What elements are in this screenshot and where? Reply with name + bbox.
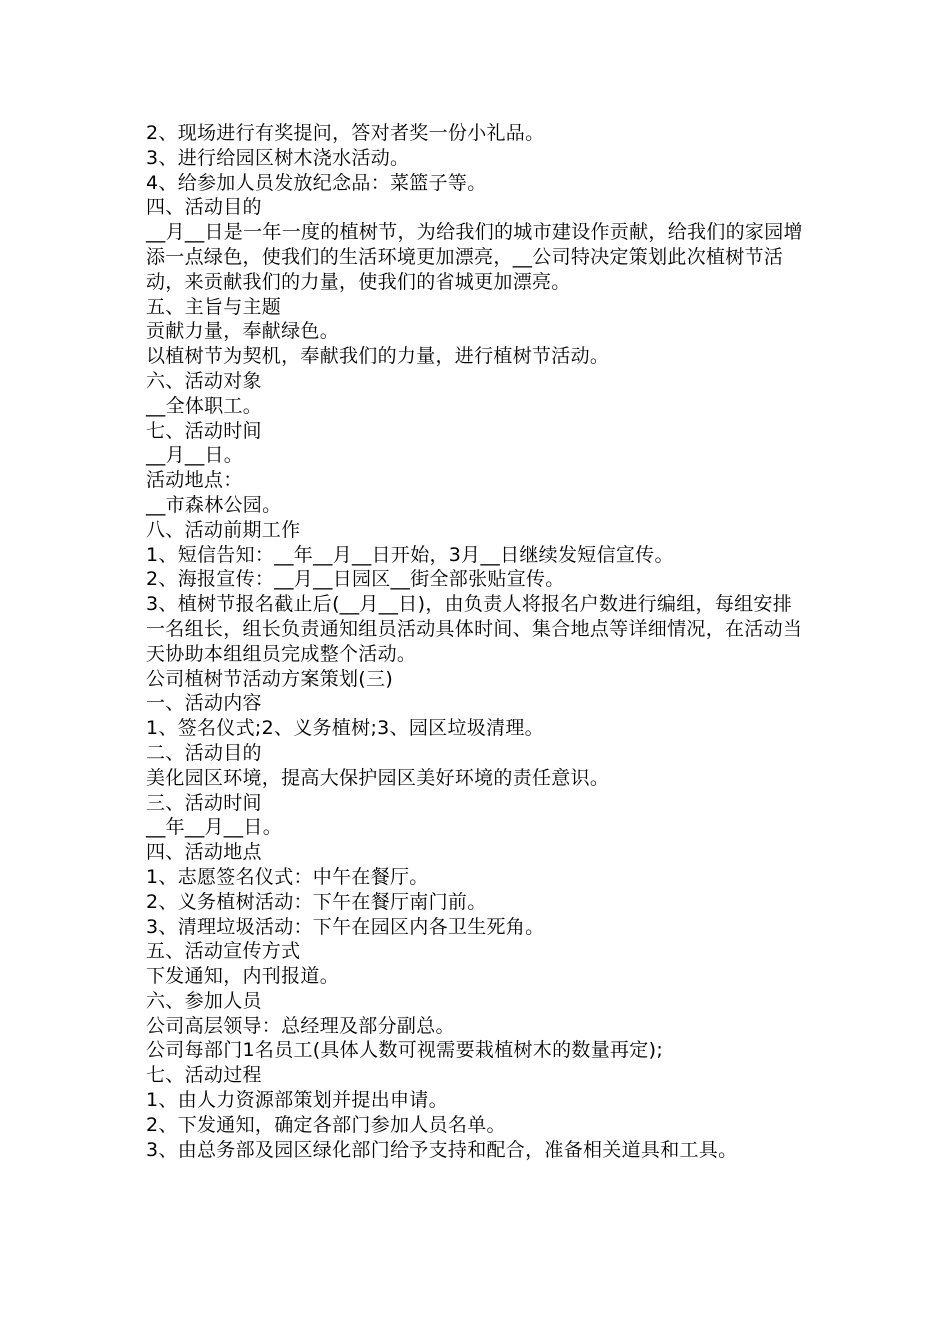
paragraph: 公司每部门1名员工(具体人数可视需要栽植树木的数量再定); [146,1039,664,1062]
list-item: 2、下发通知，确定各部门参加人员名单。 [146,1113,506,1136]
paragraph: __市森林公园。 [146,493,282,516]
section-heading: 二、活动目的 [146,741,262,764]
list-item: 3、由总务部及园区绿化部门给予支持和配合，准备相关道具和工具。 [146,1138,738,1161]
list-item: 3、清理垃圾活动：下午在园区内各卫生死角。 [146,915,545,938]
paragraph: __月__日。 [146,444,244,467]
section-heading: 三、活动时间 [146,791,262,814]
section-heading: 四、活动地点 [146,841,262,864]
section-heading: 六、参加人员 [146,989,262,1012]
list-item: 4、给参加人员发放纪念品：菜篮子等。 [146,171,487,194]
list-item: 3、植树节报名截止后(__月__日)，由负责人将报名户数进行编组，每组安排一名组长，组长负责通知组员活动具体时间、集合地点等详细情况，在活动当天协助本组组员完成整个活动。 [146,593,803,665]
section-heading: 五、主旨与主题 [146,295,282,318]
list-item: 2、海报宣传：__月__日园区__街全部张贴宣传。 [146,568,565,591]
list-item: 2、义务植树活动：下午在餐厅南门前。 [146,890,487,913]
paragraph: 以植树节为契机，奉献我们的力量，进行植树节活动。 [146,345,610,368]
paragraph: __全体职工。 [146,394,263,417]
list-item: 1、短信告知：__年__月__日开始，3月__日继续发短信宣传。 [146,543,674,566]
section-heading: 八、活动前期工作 [146,518,301,541]
section-heading: 四、活动目的 [146,196,262,219]
section-heading: 七、活动过程 [146,1064,262,1087]
list-item: 1、由人力资源部策划并提出申请。 [146,1089,448,1112]
section-heading: 七、活动时间 [146,419,262,442]
document-body [146,121,806,1162]
section-heading: 六、活动对象 [146,369,262,392]
paragraph: __月__日是一年一度的植树节，为给我们的城市建设作贡献，给我们的家园增添一点绿色，使我们的生活环境更加漂亮，__公司特决定策划此次植树节活动，来贡献我们的力量，使我们的省城更加漂亮。 [146,221,803,293]
paragraph: 活动地点： [146,469,243,492]
list-item: 1、签名仪式;2、义务植树;3、园区垃圾清理。 [146,717,544,740]
section-heading: 一、活动内容 [146,692,262,715]
document-subtitle: 公司植树节活动方案策划(三) [146,667,394,690]
list-item: 2、现场进行有奖提问，答对者奖一份小礼品。 [146,122,545,144]
paragraph: __年__月__日。 [146,816,283,839]
paragraph: 公司高层领导：总经理及部分副总。 [146,1014,455,1037]
paragraph: 美化园区环境，提高大保护园区美好环境的责任意识。 [146,766,610,789]
section-heading: 五、活动宣传方式 [146,940,301,963]
paragraph: 贡献力量，奉献绿色。 [146,320,340,343]
paragraph: 下发通知，内刊报道。 [146,965,340,988]
list-item: 3、进行给园区树木浇水活动。 [146,146,410,169]
list-item: 1、志愿签名仪式：中午在餐厅。 [146,865,429,888]
